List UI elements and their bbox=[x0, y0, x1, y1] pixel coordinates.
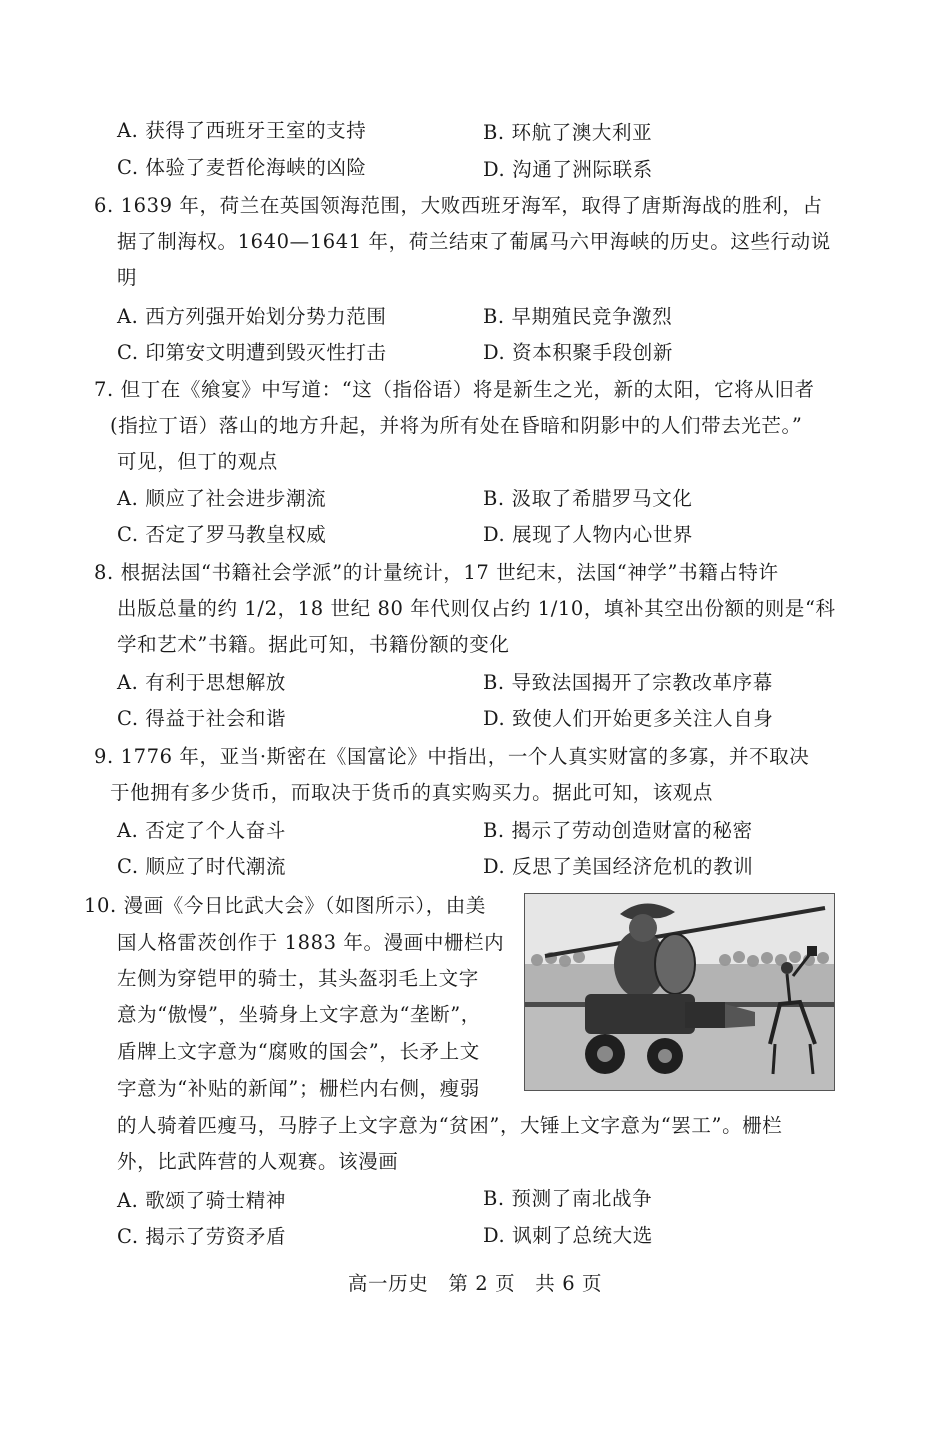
q10-stem-line-7: 的人骑着匹瘦马，马脖子上文字意为“贫困”，大锤上文字意为“罢工”。栅栏 bbox=[117, 1114, 783, 1137]
q7-option-c: C. 否定了罗马教皇权威 bbox=[117, 523, 327, 546]
q7-option-b: B. 汲取了希腊罗马文化 bbox=[483, 487, 693, 510]
q6-stem-line-1: 6. 1639 年，荷兰在英国领海范围，大败西班牙海军，取得了唐斯海战的胜利，占 bbox=[94, 194, 823, 217]
q6-option-a: A. 西方列强开始划分势力范围 bbox=[117, 305, 387, 328]
q8-stem-line-3: 学和艺术”书籍。据此可知，书籍份额的变化 bbox=[117, 633, 510, 656]
q10-option-c: C. 揭示了劳资矛盾 bbox=[117, 1225, 287, 1248]
q10-option-b: B. 预测了南北战争 bbox=[483, 1187, 653, 1210]
q10-stem-line-8: 外，比武阵营的人观赛。该漫画 bbox=[117, 1150, 399, 1173]
tournament-cartoon-image bbox=[524, 893, 835, 1091]
q10-stem-line-3: 左侧为穿铠甲的骑士，其头盔羽毛上文字 bbox=[117, 967, 479, 990]
q8-option-a: A. 有利于思想解放 bbox=[117, 671, 286, 694]
q8-option-d: D. 致使人们开始更多关注人自身 bbox=[483, 707, 774, 730]
page-footer: 高一历史 第 2 页 共 6 页 bbox=[347, 1272, 603, 1295]
q9-option-a: A. 否定了个人奋斗 bbox=[117, 819, 286, 842]
q9-option-b: B. 揭示了劳动创造财富的秘密 bbox=[483, 819, 753, 842]
q9-option-c: C. 顺应了时代潮流 bbox=[117, 855, 287, 878]
q9-option-d: D. 反思了美国经济危机的教训 bbox=[483, 855, 754, 878]
q6-option-d: D. 资本积聚手段创新 bbox=[483, 341, 673, 364]
q5-option-d: D. 沟通了洲际联系 bbox=[483, 158, 653, 181]
q10-stem-line-5: 盾牌上文字意为“腐败的国会”，长矛上文 bbox=[117, 1040, 480, 1063]
q6-option-b: B. 早期殖民竞争激烈 bbox=[483, 305, 673, 328]
q8-stem-line-2: 出版总量的约 1/2，18 世纪 80 年代则仅占约 1/10，填补其空出份额的则是“科 bbox=[117, 597, 836, 620]
q6-stem-line-3: 明 bbox=[117, 266, 138, 289]
q8-option-b: B. 导致法国揭开了宗教改革序幕 bbox=[483, 671, 773, 694]
q9-stem-line-2: 于他拥有多少货币，而取决于货币的真实购买力。据此可知，该观点 bbox=[110, 781, 714, 804]
q6-stem-line-2: 据了制海权。1640—1641 年，荷兰结束了葡属马六甲海峡的历史。这些行动说 bbox=[117, 230, 831, 253]
q7-stem-line-2: (指拉丁语）落山的地方升起，并将为所有处在昏暗和阴影中的人们带去光芒。” bbox=[110, 414, 803, 437]
q10-option-d: D. 讽刺了总统大选 bbox=[483, 1224, 653, 1247]
q7-stem-line-1: 7. 但丁在《飨宴》中写道：“这（指俗语）将是新生之光，新的太阳，它将从旧者 bbox=[94, 378, 815, 401]
q7-option-d: D. 展现了人物内心世界 bbox=[483, 523, 694, 546]
q6-option-c: C. 印第安文明遭到毁灭性打击 bbox=[117, 341, 387, 364]
q5-option-a: A. 获得了西班牙王室的支持 bbox=[117, 119, 367, 142]
q9-stem-line-1: 9. 1776 年，亚当·斯密在《国富论》中指出，一个人真实财富的多寡，并不取决 bbox=[94, 745, 810, 768]
q8-stem-line-1: 8. 根据法国“书籍社会学派”的计量统计，17 世纪末，法国“神学”书籍占特许 bbox=[94, 561, 779, 584]
q10-stem-line-1: 10. 漫画《今日比武大会》（如图所示），由美 bbox=[84, 894, 487, 917]
q10-option-a: A. 歌颂了骑士精神 bbox=[117, 1189, 286, 1212]
q10-stem-line-6: 字意为“补贴的新闻”；栅栏内右侧，瘦弱 bbox=[117, 1077, 480, 1100]
q7-stem-line-3: 可见，但丁的观点 bbox=[117, 450, 278, 473]
q10-stem-line-4: 意为“傲慢”，坐骑身上文字意为“垄断”， bbox=[117, 1003, 481, 1026]
q5-option-c: C. 体验了麦哲伦海峡的凶险 bbox=[117, 156, 367, 179]
q10-stem-line-2: 国人格雷茨创作于 1883 年。漫画中栅栏内 bbox=[117, 931, 505, 954]
q7-option-a: A. 顺应了社会进步潮流 bbox=[117, 487, 327, 510]
q5-option-b: B. 环航了澳大利亚 bbox=[483, 121, 653, 144]
q8-option-c: C. 得益于社会和谐 bbox=[117, 707, 287, 730]
